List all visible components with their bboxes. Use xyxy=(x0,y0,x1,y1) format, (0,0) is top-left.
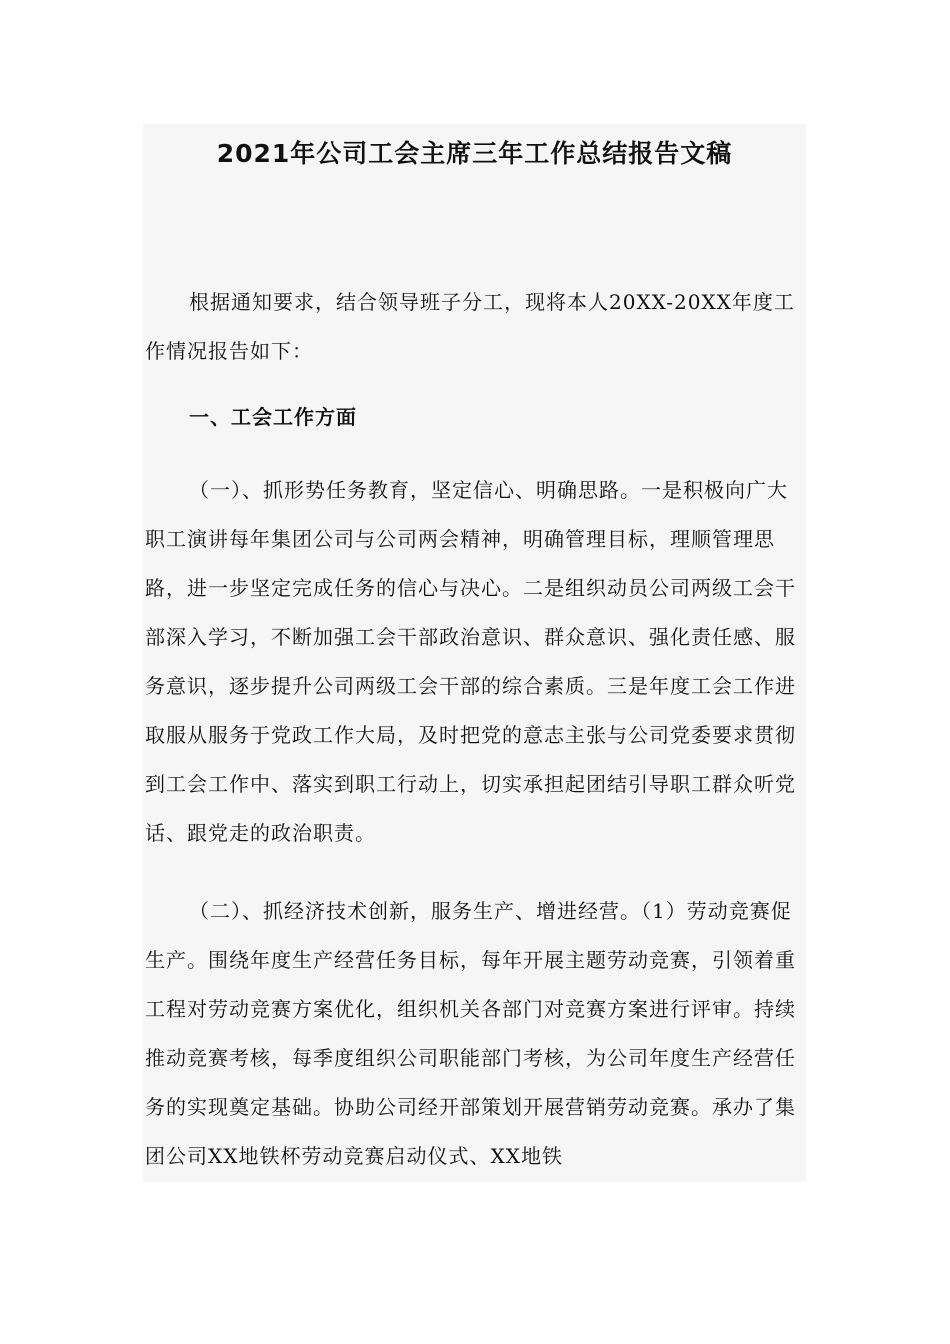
body-paragraph-1: （一）、抓形势任务教育，坚定信心、明确思路。一是积极向广大职工演讲每年集团公司与公司两会精神，明确管理目标，理顺管理思路，进一步坚定完成任务的信心与决心。二是组织动员公司两级工会干部深入学习，不断加强工会干部政治意识、群众意识、强化责任感、服务意识，逐步提升公司两级工会干部的综合素质。三是年度工会工作进取服从服务于党政工作大局，及时把党的意志主张与公司党委要求贯彻到工会工作中、落实到职工行动上，切实承担起团结引导职工群众听党话、跟党走的政治职责。 xyxy=(145,478,796,845)
document-page xyxy=(143,124,806,1182)
intro-paragraph: 根据通知要求，结合领导班子分工，现将本人20XX-20XX年度工作情况报告如下： xyxy=(145,290,795,363)
document-title: 2021年公司工会主席三年工作总结报告文稿 xyxy=(216,139,733,168)
body-paragraph-2: （二）、抓经济技术创新，服务生产、增进经营。（1）劳动竞赛促生产。围绕年度生产经营任务目标，每年开展主题劳动竞赛，引领着重工程对劳动竞赛方案优化，组织机关各部门对竞赛方案进行评审。持续推动竞赛考核，每季度组织公司职能部门考核，为公司年度生产经营任务的实现奠定基础。协助公司经开部策划开展营销劳动竞赛。承办了集团公司XX地铁杯劳动竞赛启动仪式、XX地铁 xyxy=(145,899,796,1168)
section-heading: 一、工会工作方面 xyxy=(189,405,357,429)
